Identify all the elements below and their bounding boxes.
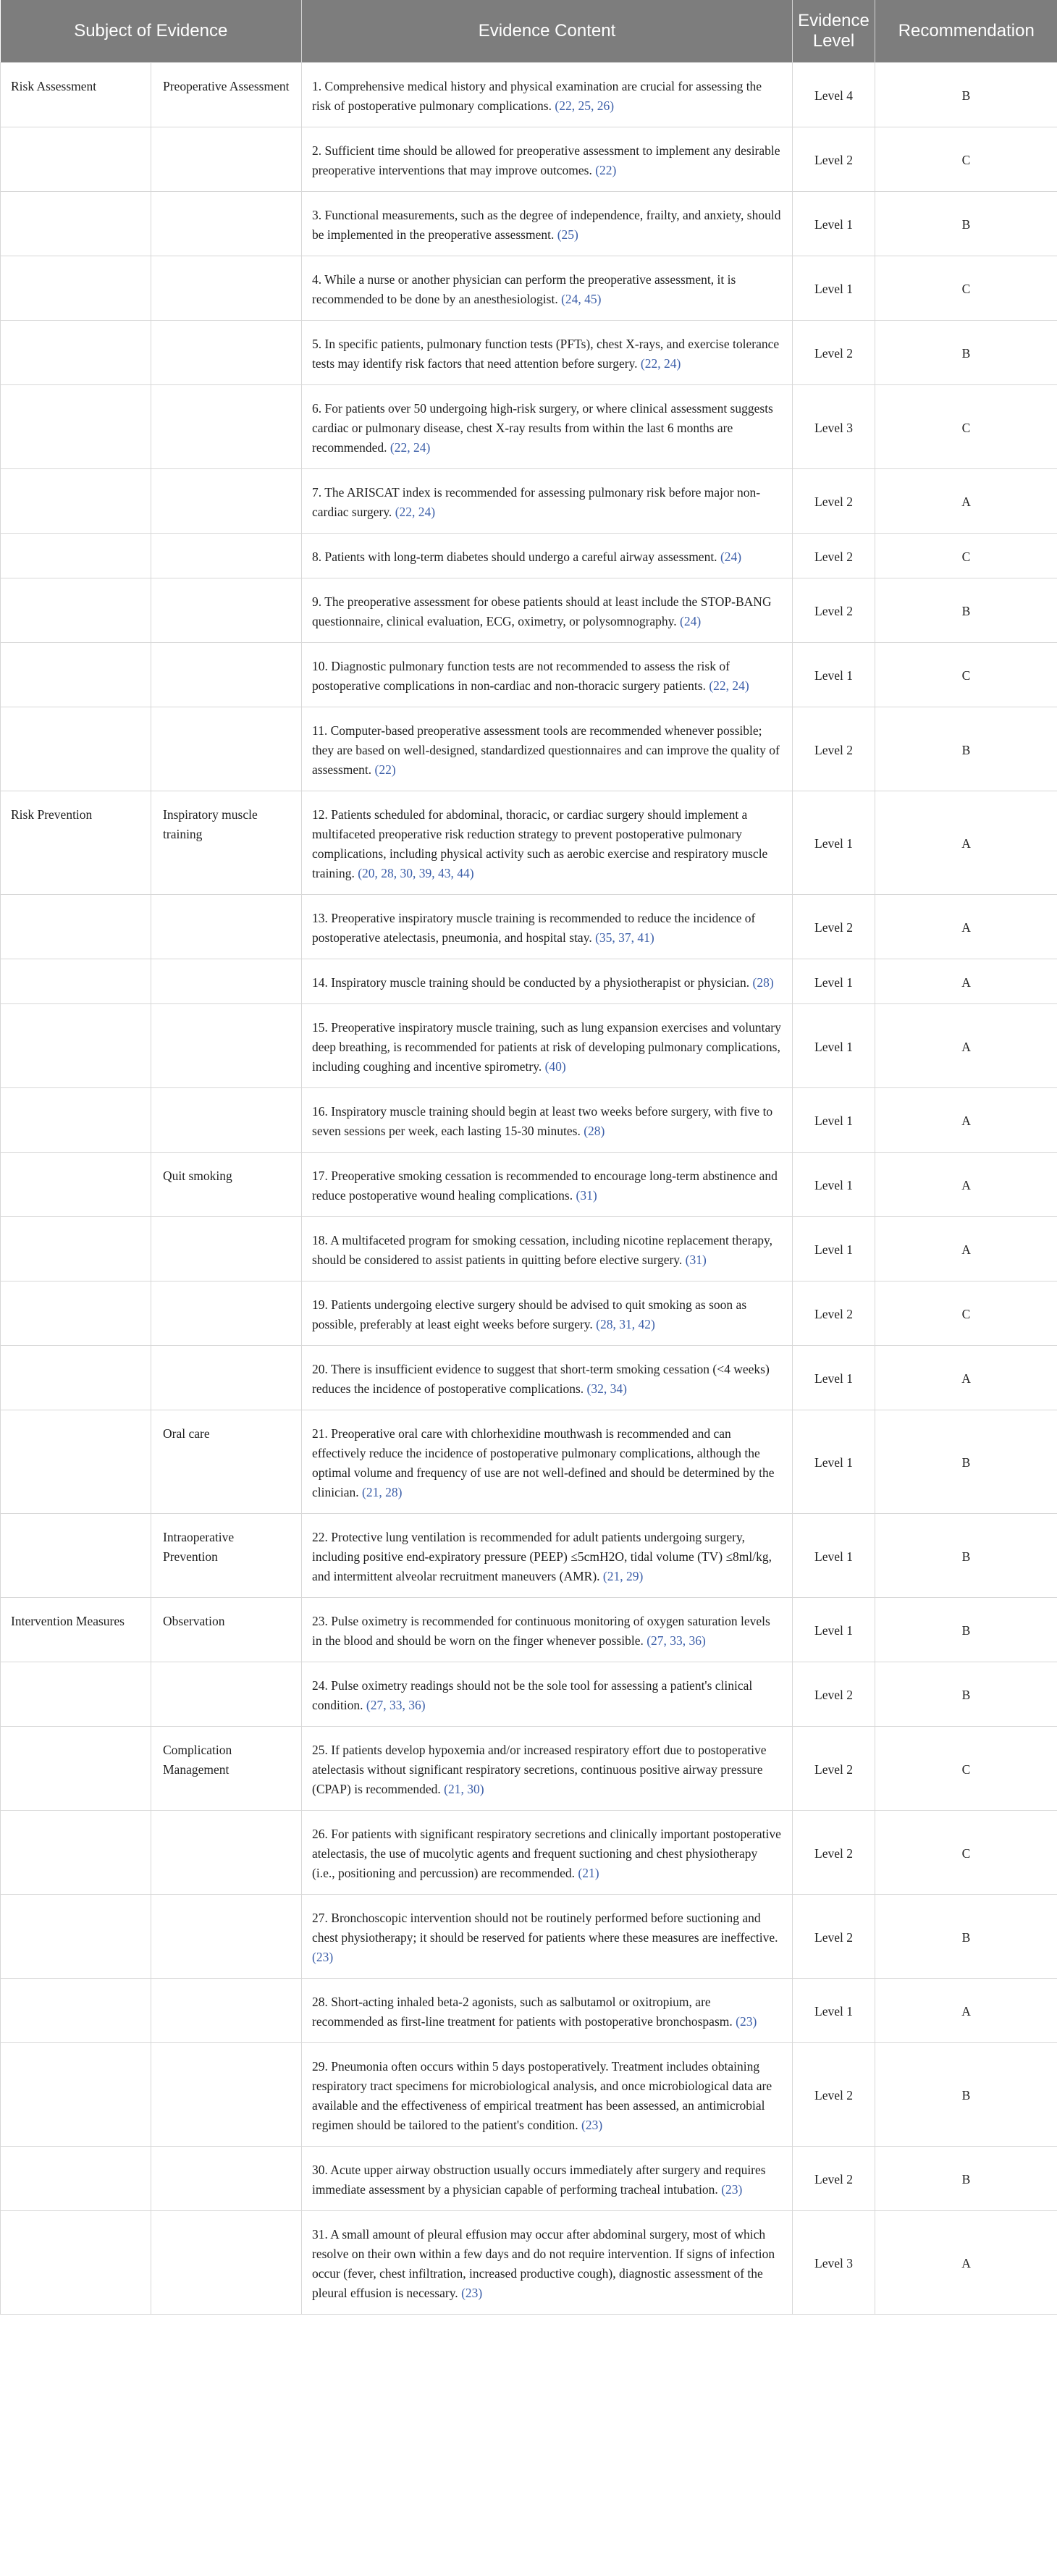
evidence-text: 17. Preoperative smoking cessation is recommended to encourage long-term abstinence and reduce postoperative wound healing complications. <box>312 1168 778 1203</box>
evidence-content-cell <box>302 894 793 959</box>
evidence-content-cell <box>302 642 793 707</box>
reference-link[interactable]: (22, 25, 26) <box>555 98 615 113</box>
reference-link[interactable]: (24) <box>720 549 742 564</box>
reference-link[interactable]: (20, 28, 30, 39, 43, 44) <box>358 865 474 880</box>
subcategory-cell <box>151 1662 302 1726</box>
subcategory-cell <box>151 1978 302 2042</box>
evidence-content-cell <box>302 1513 793 1597</box>
evidence-level-cell: Level 1 <box>793 256 875 320</box>
evidence-content-cell <box>302 791 793 894</box>
evidence-level-cell: Level 1 <box>793 642 875 707</box>
table-row <box>1 1410 1057 1513</box>
recommendation-cell: B <box>875 320 1057 384</box>
reference-link[interactable]: (32, 34) <box>586 1381 627 1396</box>
evidence-level-cell: Level 1 <box>793 791 875 894</box>
evidence-level-cell: Level 2 <box>793 1281 875 1345</box>
reference-link[interactable]: (28, 31, 42) <box>596 1316 655 1331</box>
evidence-text: 9. The preoperative assessment for obese patients should at least include the STOP-BANG questionnaire, clinical evaluation, ECG, oximetry, or polysomnography. <box>312 594 772 628</box>
subject-cell <box>1 533 151 578</box>
recommendation-cell: C <box>875 642 1057 707</box>
reference-link[interactable]: (23) <box>461 2285 483 2300</box>
table-row <box>1 642 1057 707</box>
evidence-text: 13. Preoperative inspiratory muscle training is recommended to reduce the incidence of postoperative atelectasis, pneumonia, and hospital stay. <box>312 910 756 945</box>
evidence-level-cell: Level 1 <box>793 1003 875 1087</box>
subject-cell <box>1 256 151 320</box>
evidence-content-cell <box>302 1152 793 1216</box>
subcategory-cell <box>151 1894 302 1978</box>
recommendation-cell: A <box>875 959 1057 1003</box>
recommendation-cell: C <box>875 1726 1057 1810</box>
subject-cell: Intervention Measures <box>1 1597 151 1662</box>
reference-link[interactable]: (23) <box>581 2117 603 2132</box>
table-row <box>1 191 1057 256</box>
evidence-content-cell <box>302 1597 793 1662</box>
evidence-content-cell <box>302 256 793 320</box>
evidence-content-cell <box>302 1662 793 1726</box>
evidence-content-cell <box>302 1978 793 2042</box>
evidence-text: 16. Inspiratory muscle training should begin at least two weeks before surgery, with five to seven sessions per week, each lasting 15-30 minutes. <box>312 1103 773 1138</box>
recommendation-cell: C <box>875 127 1057 191</box>
table-row <box>1 1978 1057 2042</box>
subcategory-cell: Intraoperative Prevention <box>151 1513 302 1597</box>
reference-link[interactable]: (40) <box>544 1058 566 1074</box>
reference-link[interactable]: (28) <box>752 975 774 990</box>
recommendation-cell: A <box>875 2210 1057 2314</box>
reference-link[interactable]: (21, 29) <box>602 1568 644 1583</box>
header-subject: Subject of Evidence <box>1 0 302 62</box>
evidence-text: 8. Patients with long-term diabetes should undergo a careful airway assessment. <box>312 549 717 564</box>
evidence-level-cell: Level 3 <box>793 384 875 468</box>
subject-cell <box>1 959 151 1003</box>
reference-link[interactable]: (28) <box>584 1123 605 1138</box>
table-row <box>1 1281 1057 1345</box>
table-row <box>1 2146 1057 2210</box>
subcategory-cell: Quit smoking <box>151 1152 302 1216</box>
subcategory-cell <box>151 1216 302 1281</box>
subcategory-cell <box>151 2210 302 2314</box>
table-row <box>1 320 1057 384</box>
table-row <box>1 1810 1057 1894</box>
subcategory-cell <box>151 642 302 707</box>
evidence-level-cell: Level 1 <box>793 1597 875 1662</box>
reference-link[interactable]: (22, 24) <box>389 439 431 455</box>
reference-link[interactable]: (27, 33, 36) <box>366 1697 426 1712</box>
recommendation-cell: A <box>875 1003 1057 1087</box>
recommendation-cell: B <box>875 1597 1057 1662</box>
evidence-level-cell: Level 2 <box>793 320 875 384</box>
header-recommendation: Recommendation <box>875 0 1057 62</box>
subject-cell <box>1 1003 151 1087</box>
subcategory-cell: Preoperative Assessment <box>151 62 302 127</box>
subcategory-cell <box>151 256 302 320</box>
evidence-text: 30. Acute upper airway obstruction usually occurs immediately after surgery and requires immediate assessment by a physician capable of performing tracheal intubation. <box>312 2162 766 2197</box>
evidence-content-cell <box>302 127 793 191</box>
evidence-text: 4. While a nurse or another physician can perform the preoperative assessment, it is recommended to be done by an anesthesiologist. <box>312 272 736 306</box>
recommendation-cell: C <box>875 1281 1057 1345</box>
recommendation-cell: A <box>875 1216 1057 1281</box>
reference-link[interactable]: (31) <box>576 1187 597 1203</box>
subject-cell <box>1 191 151 256</box>
subject-cell <box>1 384 151 468</box>
evidence-level-cell: Level 4 <box>793 62 875 127</box>
evidence-level-cell: Level 2 <box>793 707 875 791</box>
subcategory-cell <box>151 894 302 959</box>
subcategory-cell <box>151 1810 302 1894</box>
subject-cell <box>1 707 151 791</box>
subject-cell <box>1 1810 151 1894</box>
evidence-text: 29. Pneumonia often occurs within 5 days postoperatively. Treatment includes obtaining respiratory tract specimens for microbiological analysis, and once microbiological data are available and the effectiveness of empirical treatment has been assessed, an antimicrobial regimen should be tailored to the patient's condition. <box>312 2058 772 2132</box>
reference-link[interactable]: (31) <box>685 1252 707 1267</box>
subject-cell <box>1 1410 151 1513</box>
evidence-level-cell: Level 2 <box>793 2146 875 2210</box>
header-row <box>1 0 1057 62</box>
subject-cell <box>1 127 151 191</box>
recommendation-cell: C <box>875 1810 1057 1894</box>
subcategory-cell <box>151 2042 302 2146</box>
subject-cell <box>1 1894 151 1978</box>
table-row <box>1 1513 1057 1597</box>
evidence-level-cell: Level 1 <box>793 1513 875 1597</box>
reference-link[interactable]: (21) <box>578 1865 599 1880</box>
subcategory-cell <box>151 384 302 468</box>
evidence-text: 2. Sufficient time should be allowed for preoperative assessment to implement any desirable preoperative interventions that may improve outcomes. <box>312 143 780 177</box>
evidence-text: 23. Pulse oximetry is recommended for continuous monitoring of oxygen saturation levels in the blood and should be worn on the finger whenever possible. <box>312 1613 770 1648</box>
table-row <box>1 1152 1057 1216</box>
recommendation-cell: B <box>875 578 1057 642</box>
evidence-text: 28. Short-acting inhaled beta-2 agonists, such as salbutamol or oxitropium, are recommended as first-line treatment for patients with postoperative bronchospasm. <box>312 1994 733 2029</box>
table-row <box>1 1003 1057 1087</box>
reference-link[interactable]: (23) <box>736 2013 757 2029</box>
reference-link[interactable]: (24, 45) <box>561 291 602 306</box>
subcategory-cell <box>151 959 302 1003</box>
evidence-level-cell: Level 2 <box>793 1662 875 1726</box>
subject-cell: Risk Prevention <box>1 791 151 894</box>
subject-cell <box>1 894 151 959</box>
evidence-text: 19. Patients undergoing elective surgery should be advised to quit smoking as soon as possible, preferably at least eight weeks before surgery. <box>312 1297 747 1331</box>
evidence-content-cell <box>302 1345 793 1410</box>
subcategory-cell <box>151 1345 302 1410</box>
recommendation-cell: C <box>875 533 1057 578</box>
reference-link[interactable]: (23) <box>721 2181 743 2197</box>
table-row <box>1 791 1057 894</box>
recommendation-cell: A <box>875 894 1057 959</box>
subject-cell <box>1 1281 151 1345</box>
reference-link[interactable]: (22) <box>595 162 617 177</box>
subcategory-cell <box>151 1281 302 1345</box>
reference-link[interactable]: (35, 37, 41) <box>595 930 654 945</box>
reference-link[interactable]: (21, 28) <box>362 1484 403 1499</box>
recommendation-cell: B <box>875 2146 1057 2210</box>
recommendation-cell: A <box>875 1345 1057 1410</box>
subcategory-cell: Oral care <box>151 1410 302 1513</box>
subject-cell <box>1 642 151 707</box>
evidence-level-cell: Level 2 <box>793 1894 875 1978</box>
evidence-text: 20. There is insufficient evidence to suggest that short-term smoking cessation (<4 weeks) reduces the incidence of postoperative complications. <box>312 1361 770 1396</box>
recommendation-cell: B <box>875 62 1057 127</box>
evidence-level-cell: Level 2 <box>793 127 875 191</box>
subject-cell <box>1 2146 151 2210</box>
subcategory-cell: Complication Management <box>151 1726 302 1810</box>
subcategory-cell <box>151 1003 302 1087</box>
evidence-content-cell <box>302 1810 793 1894</box>
evidence-text: 25. If patients develop hypoxemia and/or increased respiratory effort due to postoperative atelectasis without significant respiratory secretions, continuous positive airway pressure (CPAP) is recommended. <box>312 1742 767 1796</box>
evidence-level-cell: Level 1 <box>793 1087 875 1152</box>
subject-cell <box>1 1513 151 1597</box>
evidence-text: 27. Bronchoscopic intervention should not be routinely performed before suctioning and chest physiotherapy; it should be reserved for patients where these measures are ineffective. <box>312 1910 778 1945</box>
evidence-content-cell <box>302 1410 793 1513</box>
recommendation-cell: A <box>875 1087 1057 1152</box>
reference-link[interactable]: (22) <box>374 762 396 777</box>
evidence-text: 10. Diagnostic pulmonary function tests are not recommended to assess the risk of postoperative complications in non-cardiac and non-thoracic surgery patients. <box>312 658 730 693</box>
table-row <box>1 2210 1057 2314</box>
recommendation-cell: A <box>875 791 1057 894</box>
subject-cell <box>1 1345 151 1410</box>
table-row <box>1 894 1057 959</box>
evidence-content-cell <box>302 707 793 791</box>
subcategory-cell: Inspiratory muscle training <box>151 791 302 894</box>
recommendation-cell: A <box>875 1152 1057 1216</box>
header-content: Evidence Content <box>302 0 793 62</box>
subcategory-cell <box>151 533 302 578</box>
evidence-level-cell: Level 2 <box>793 578 875 642</box>
subcategory-cell <box>151 191 302 256</box>
table-row <box>1 384 1057 468</box>
subject-cell <box>1 2042 151 2146</box>
evidence-content-cell <box>302 578 793 642</box>
subject-cell <box>1 1978 151 2042</box>
table-row <box>1 1345 1057 1410</box>
table-row <box>1 1216 1057 1281</box>
table-row <box>1 62 1057 127</box>
recommendation-cell: B <box>875 191 1057 256</box>
subcategory-cell <box>151 578 302 642</box>
subject-cell <box>1 1152 151 1216</box>
evidence-content-cell <box>302 1216 793 1281</box>
subcategory-cell <box>151 1087 302 1152</box>
reference-link[interactable]: (21, 30) <box>444 1781 484 1796</box>
evidence-level-cell: Level 1 <box>793 191 875 256</box>
evidence-text: 24. Pulse oximetry readings should not be the sole tool for assessing a patient's clinical condition. <box>312 1678 753 1712</box>
reference-link[interactable]: (23) <box>312 1949 334 1964</box>
evidence-content-cell <box>302 959 793 1003</box>
evidence-level-cell: Level 2 <box>793 468 875 533</box>
evidence-text: 6. For patients over 50 undergoing high-risk surgery, or where clinical assessment suggests cardiac or pulmonary disease, chest X-ray results from within the last 6 months are recommended. <box>312 400 773 455</box>
evidence-text: 31. A small amount of pleural effusion may occur after abdominal surgery, most of which resolve on their own within a few days and do not require intervention. If signs of infection occur (fever, chest infiltration, increased productive cough), diagnostic assessment of the pleural effusion is necessary. <box>312 2226 775 2300</box>
evidence-level-cell: Level 2 <box>793 533 875 578</box>
recommendation-cell: B <box>875 1662 1057 1726</box>
recommendation-cell: B <box>875 1410 1057 1513</box>
evidence-content-cell <box>302 320 793 384</box>
header-level: Evidence Level <box>793 0 875 62</box>
reference-link[interactable]: (25) <box>557 227 578 242</box>
table-row <box>1 127 1057 191</box>
subject-cell <box>1 1662 151 1726</box>
evidence-content-cell <box>302 62 793 127</box>
evidence-content-cell <box>302 384 793 468</box>
evidence-level-cell: Level 1 <box>793 1410 875 1513</box>
recommendation-cell: B <box>875 707 1057 791</box>
recommendation-cell: B <box>875 1894 1057 1978</box>
evidence-text: 22. Protective lung ventilation is recommended for adult patients undergoing surgery, including positive end-expiratory pressure (PEEP) ≤5cmH2O, tidal volume (TV) ≤8ml/kg, and intermittent alveolar recruitment maneuvers (AMR). <box>312 1529 772 1583</box>
table-row <box>1 959 1057 1003</box>
subcategory-cell <box>151 320 302 384</box>
subject-cell <box>1 320 151 384</box>
table-row <box>1 256 1057 320</box>
evidence-level-cell: Level 2 <box>793 1726 875 1810</box>
evidence-level-cell: Level 1 <box>793 1978 875 2042</box>
table-row <box>1 468 1057 533</box>
recommendation-cell: B <box>875 1513 1057 1597</box>
table-row <box>1 533 1057 578</box>
reference-link[interactable]: (27, 33, 36) <box>647 1633 706 1648</box>
evidence-text: 7. The ARISCAT index is recommended for assessing pulmonary risk before major non-cardiac surgery. <box>312 484 761 519</box>
recommendation-cell: C <box>875 384 1057 468</box>
table-row <box>1 707 1057 791</box>
evidence-level-cell: Level 1 <box>793 1216 875 1281</box>
subcategory-cell <box>151 127 302 191</box>
reference-link[interactable]: (24) <box>680 613 702 628</box>
recommendation-cell: A <box>875 468 1057 533</box>
evidence-text: 14. Inspiratory muscle training should be conducted by a physiotherapist or physician. <box>312 975 750 990</box>
evidence-text: 15. Preoperative inspiratory muscle training, such as lung expansion exercises and voluntary deep breathing, is recommended for patients at risk of developing pulmonary complications, including coughing and incentive spirometry. <box>312 1019 781 1074</box>
evidence-level-cell: Level 1 <box>793 1152 875 1216</box>
evidence-content-cell <box>302 468 793 533</box>
evidence-content-cell <box>302 1726 793 1810</box>
evidence-level-cell: Level 2 <box>793 1810 875 1894</box>
evidence-text: 1. Comprehensive medical history and physical examination are crucial for assessing the risk of postoperative pulmonary complications. <box>312 78 762 113</box>
subject-cell <box>1 1087 151 1152</box>
evidence-content-cell <box>302 533 793 578</box>
evidence-level-cell: Level 1 <box>793 959 875 1003</box>
table-row <box>1 1662 1057 1726</box>
evidence-content-cell <box>302 2146 793 2210</box>
recommendation-cell: B <box>875 2042 1057 2146</box>
evidence-text: 5. In specific patients, pulmonary function tests (PFTs), chest X-rays, and exercise tolerance tests may identify risk factors that need attention before surgery. <box>312 336 780 371</box>
table-row <box>1 578 1057 642</box>
evidence-text: 3. Functional measurements, such as the degree of independence, frailty, and anxiety, should be implemented in the preoperative assessment. <box>312 207 781 242</box>
subcategory-cell <box>151 468 302 533</box>
evidence-text: 12. Patients scheduled for abdominal, thoracic, or cardiac surgery should implement a multifaceted preoperative risk reduction strategy to prevent postoperative pulmonary complications, including physical activity such as aerobic exercise and respiratory muscle training. <box>312 807 768 880</box>
evidence-level-cell: Level 2 <box>793 894 875 959</box>
evidence-level-cell: Level 1 <box>793 1345 875 1410</box>
recommendation-cell: A <box>875 1978 1057 2042</box>
subject-cell <box>1 578 151 642</box>
table-body <box>1 62 1057 2314</box>
evidence-text: 21. Preoperative oral care with chlorhexidine mouthwash is recommended and can effectively reduce the incidence of postoperative pulmonary complications, although the optimal volume and frequency of use are not well-defined and should be determined by the clinician. <box>312 1426 775 1499</box>
subject-cell <box>1 2210 151 2314</box>
evidence-content-cell <box>302 191 793 256</box>
reference-link[interactable]: (22, 24) <box>395 504 436 519</box>
evidence-content-cell <box>302 1003 793 1087</box>
evidence-text: 11. Computer-based preoperative assessment tools are recommended whenever possible; they are based on well-designed, standardized questionnaires and can improve the quality of assessment. <box>312 723 780 777</box>
evidence-level-cell: Level 3 <box>793 2210 875 2314</box>
subject-cell <box>1 1726 151 1810</box>
table-row <box>1 1087 1057 1152</box>
evidence-text: 26. For patients with significant respiratory secretions and clinically important postoperative atelectasis, the use of mucolytic agents and frequent suctioning and chest physiotherapy (i.e., positioning and percussion) are recommended. <box>312 1826 781 1880</box>
evidence-content-cell <box>302 2042 793 2146</box>
subject-cell <box>1 1216 151 1281</box>
evidence-content-cell <box>302 1894 793 1978</box>
table-row <box>1 1894 1057 1978</box>
reference-link[interactable]: (22, 24) <box>709 678 749 693</box>
evidence-text: 18. A multifaceted program for smoking cessation, including nicotine replacement therapy, should be considered to assist patients in quitting before elective surgery. <box>312 1232 772 1267</box>
reference-link[interactable]: (22, 24) <box>640 355 681 371</box>
table-row <box>1 1726 1057 1810</box>
subject-cell: Risk Assessment <box>1 62 151 127</box>
evidence-content-cell <box>302 2210 793 2314</box>
table-row <box>1 2042 1057 2146</box>
evidence-content-cell <box>302 1281 793 1345</box>
evidence-level-cell: Level 2 <box>793 2042 875 2146</box>
evidence-content-cell <box>302 1087 793 1152</box>
recommendation-cell: C <box>875 256 1057 320</box>
subcategory-cell <box>151 707 302 791</box>
subject-cell <box>1 468 151 533</box>
subcategory-cell <box>151 2146 302 2210</box>
subcategory-cell: Observation <box>151 1597 302 1662</box>
table-row <box>1 1597 1057 1662</box>
